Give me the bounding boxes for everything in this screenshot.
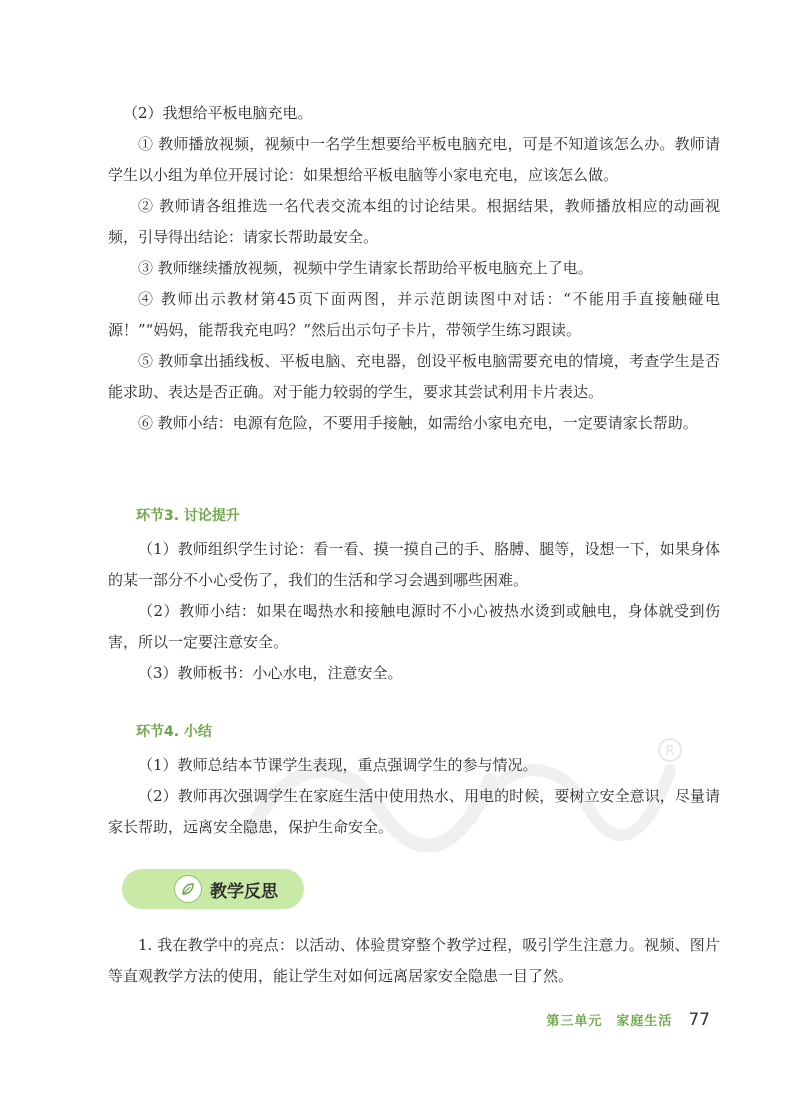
page-number: 77 — [688, 1010, 710, 1030]
section4-title: 环节4. 小结 — [136, 724, 212, 740]
section3-body — [108, 534, 720, 689]
page-footer — [546, 1010, 710, 1030]
step-item: ③ 教师继续播放视频，视频中学生请家长帮助给平板电脑充上了电。 — [138, 259, 593, 277]
step-item: ⑥ 教师小结：电源有危险，不要用手接触，如需给小家电充电，一定要请家长帮助。 — [138, 414, 698, 432]
reflection-badge-label: 教学反思 — [210, 881, 278, 902]
reflection-item: 1. 我在教学中的亮点：以活动、体验贯穿整个教学过程，吸引学生注意力。视频、图片等直观教学方法的使用，能让学生对如何远离居家安全隐患一目了然。 — [108, 936, 720, 985]
list-item: （2）教师再次强调学生在家庭生活中使用热水、用电的时候，要树立安全意识，尽量请家长帮助，远离安全隐患，保护生命安全。 — [108, 787, 720, 836]
step-item: ① 教师播放视频，视频中一名学生想要给平板电脑充电，可是不知道该怎么办。教师请学生以小组为单位开展讨论：如果想给平板电脑等小家电充电，应该怎么做。 — [108, 135, 720, 184]
list-item: （1）教师总结本节课学生表现，重点强调学生的参与情况。 — [138, 756, 538, 774]
step-item: ⑤ 教师拿出插线板、平板电脑、充电器，创设平板电脑需要充电的情境，考查学生是否能求助、表达是否正确。对于能力较弱的学生，要求其尝试利用卡片表达。 — [108, 352, 720, 401]
section4-body — [108, 750, 720, 843]
list-item: （2）教师小结：如果在喝热水和接触电源时不小心被热水烫到或触电，身体就受到伤害，所以一定要注意安全。 — [108, 602, 720, 651]
section3-title: 环节3. 讨论提升 — [136, 508, 240, 524]
leaf-icon — [174, 875, 202, 903]
footer-unit-label: 第三单元 家庭生活 — [546, 1014, 673, 1029]
svg-text:R: R — [665, 744, 675, 759]
reflection-badge — [122, 869, 304, 909]
list-item: （3）教师板书：小心水电，注意安全。 — [138, 664, 403, 682]
reflection-body — [108, 930, 720, 992]
subheading-charge-tablet: （2）我想给平板电脑充电。 — [123, 104, 313, 122]
step-item: ② 教师请各组推选一名代表交流本组的讨论结果。根据结果，教师播放相应的动画视频，引导得出结论：请家长帮助最安全。 — [108, 197, 720, 246]
step-item: ④ 教师出示教材第45页下面两图，并示范朗读图中对话：“不能用手直接触碰电源！”“妈妈，能帮我充电吗？”然后出示句子卡片，带领学生练习跟读。 — [108, 290, 720, 339]
section-charge-tablet — [108, 98, 720, 439]
list-item: （1）教师组织学生讨论：看一看、摸一摸自己的手、胳膊、腿等，设想一下，如果身体的某一部分不小心受伤了，我们的生活和学习会遇到哪些困难。 — [108, 540, 720, 589]
